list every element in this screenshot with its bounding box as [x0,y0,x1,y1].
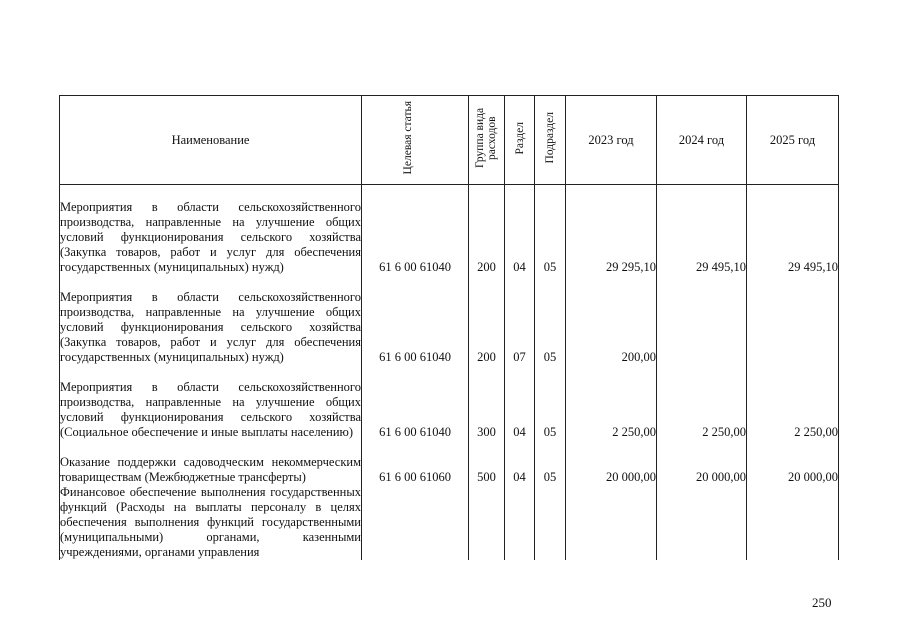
row-amount-2025 [747,485,839,560]
row-amount-2025: 29 495,10 [747,185,839,276]
header-name: Наименование [60,96,362,185]
row-amount-2024 [657,485,747,560]
header-expense-group: Группа вида расходов [469,96,505,185]
page-number: 250 [812,595,832,610]
row-section: 04 [505,185,535,276]
row-name: Финансовое обеспечение выполнения государственных функций (Расходы на выплаты персоналу в целях обеспечения выполнения функций государственными (муниципальными) органами, казенными учреждениями, органами управления [60,485,361,559]
row-amount-2024: 20 000,00 [657,440,747,485]
row-subsection: 05 [535,365,566,440]
row-section: 04 [505,440,535,485]
header-year-2024: 2024 год [657,96,747,185]
row-amount-2024: 2 250,00 [657,365,747,440]
budget-table [59,95,839,560]
header-year-2025: 2025 год [747,96,839,185]
row-subsection: 05 [535,185,566,276]
row-subsection: 05 [535,440,566,485]
row-amount-2025: 2 250,00 [747,365,839,440]
row-target-article [362,485,469,560]
row-subsection: 05 [535,275,566,365]
row-target-article: 61 6 00 61040 [362,365,469,440]
row-amount-2025 [747,275,839,365]
row-name: Мероприятия в области сельскохозяйственного производства, направленные на улучшение общих условий функционирования сельского хозяйства (Социальное обеспечение и иные выплаты населению) [60,365,362,440]
table-row [60,275,839,365]
row-target-article: 61 6 00 61040 [362,185,469,276]
header-subsection: Подраздел [535,96,566,185]
row-expense-group [469,485,505,560]
row-subsection [535,485,566,560]
table-row [60,365,839,440]
table-row [60,440,839,485]
header-target-article: Целевая статья [362,96,469,185]
row-amount-2025: 20 000,00 [747,440,839,485]
row-amount-2024: 29 495,10 [657,185,747,276]
row-section: 07 [505,275,535,365]
row-amount-2023 [566,485,657,560]
header-year-2023: 2023 год [566,96,657,185]
row-target-article: 61 6 00 61040 [362,275,469,365]
row-amount-2023: 20 000,00 [566,440,657,485]
row-name: Мероприятия в области сельскохозяйственного производства, направленные на улучшение общих условий функционирования сельского хозяйства (Закупка товаров, работ и услуг для обеспечения государственных (муниципальных) нужд) [60,185,362,276]
row-expense-group: 300 [469,365,505,440]
row-expense-group: 200 [469,275,505,365]
row-amount-2024 [657,275,747,365]
table-row [60,485,839,560]
row-amount-2023: 200,00 [566,275,657,365]
row-expense-group: 200 [469,185,505,276]
row-amount-2023: 29 295,10 [566,185,657,276]
row-target-article: 61 6 00 61060 [362,440,469,485]
table-header-row [60,96,839,185]
row-name: Оказание поддержки садоводческим некоммерческим товариществам (Межбюджетные трансферты) [60,440,362,485]
row-section: 04 [505,365,535,440]
row-name: Мероприятия в области сельскохозяйственного производства, направленные на улучшение общих условий функционирования сельского хозяйства (Закупка товаров, работ и услуг для обеспечения государственных (муниципальных) нужд) [60,275,362,365]
row-expense-group: 500 [469,440,505,485]
row-amount-2023: 2 250,00 [566,365,657,440]
table-row [60,185,839,276]
row-section [505,485,535,560]
header-section: Раздел [505,96,535,185]
